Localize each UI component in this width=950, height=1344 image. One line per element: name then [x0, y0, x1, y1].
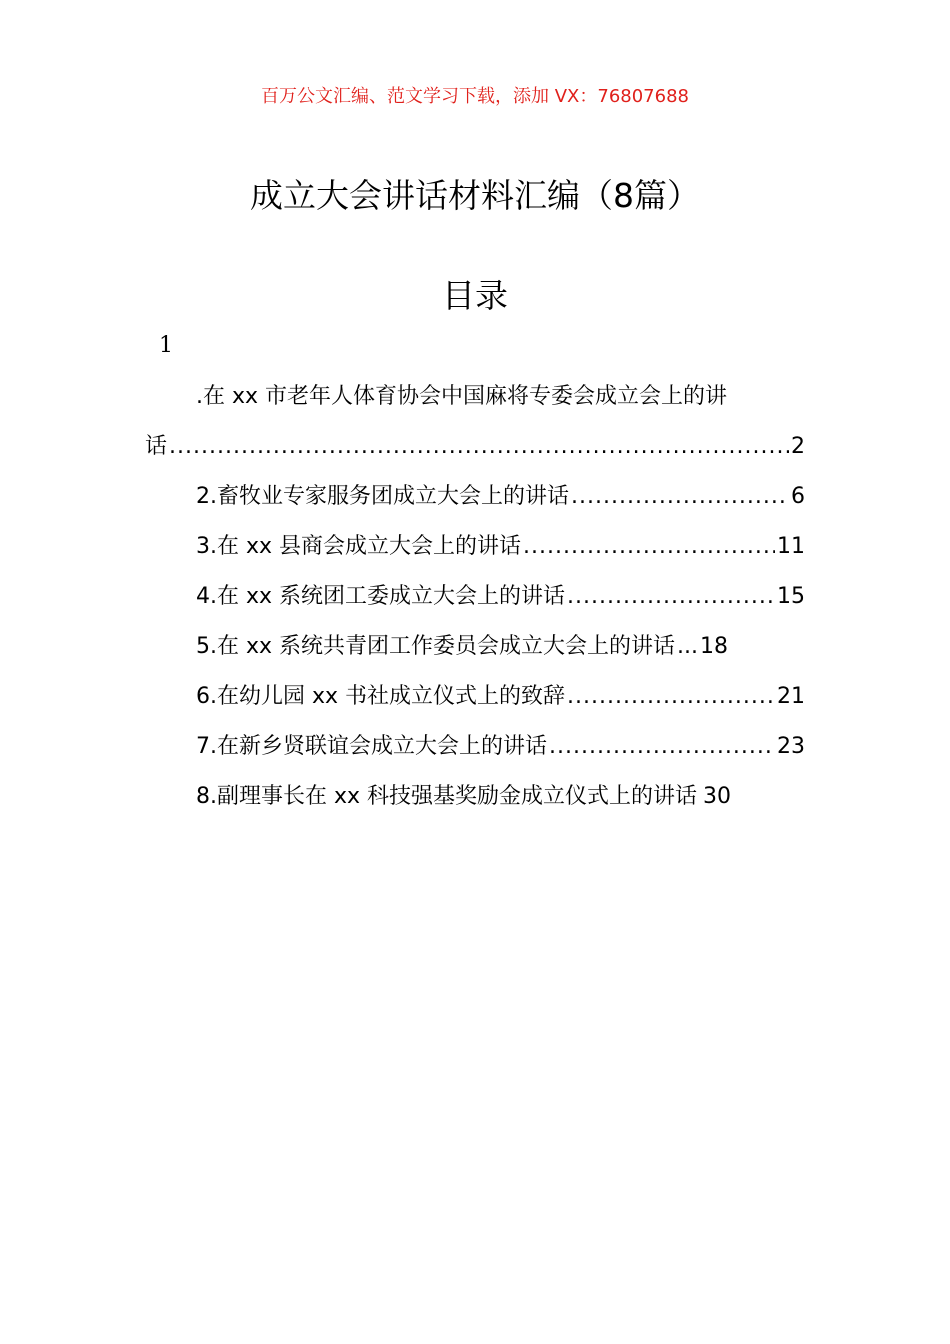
page-marker-number: 1 — [159, 333, 173, 358]
watermark-text: 百万公文汇编、范文学习下载，添加 VX：76807688 — [261, 86, 689, 107]
toc-entry-label: 5.在 xx 系统共青团工作委员会成立大会上的讲话 — [196, 634, 676, 659]
toc-page-number: 18 — [700, 634, 729, 659]
toc-entry-2[interactable] — [145, 472, 805, 522]
toc-entry-1-line-1[interactable] — [145, 372, 805, 422]
toc-entry-label: .在 xx 市老年人体育协会中国麻将专委会成立会上的讲 — [196, 384, 728, 409]
toc-entry-3[interactable] — [145, 522, 805, 572]
table-of-contents — [145, 372, 805, 822]
toc-page-number: 30 — [703, 784, 732, 809]
toc-page-number: 6 — [791, 484, 805, 509]
toc-page-number: 21 — [777, 684, 805, 709]
toc-dot-leader — [549, 722, 775, 772]
toc-page-number: 11 — [777, 534, 805, 559]
toc-page-number: 2 — [791, 434, 805, 459]
toc-dot-leader — [169, 422, 789, 472]
toc-entry-label: 话 — [145, 434, 168, 459]
toc-entry-8[interactable] — [145, 772, 805, 822]
toc-entry-label: 6.在幼儿园 xx 书社成立仪式上的致辞 — [196, 684, 566, 709]
toc-entry-label: 8.副理事长在 xx 科技强基奖励金成立仪式上的讲话 — [196, 784, 698, 809]
toc-page-number: 23 — [777, 734, 805, 759]
toc-entry-label: 4.在 xx 系统团工委成立大会上的讲话 — [196, 584, 566, 609]
toc-entry-label: 7.在新乡贤联谊会成立大会上的讲话 — [196, 734, 547, 759]
toc-heading: 目录 — [442, 276, 508, 315]
toc-entry-6[interactable] — [145, 672, 805, 722]
toc-dot-leader — [571, 472, 789, 522]
toc-dot-leader: ... — [677, 634, 699, 659]
toc-dot-leader — [523, 522, 775, 572]
toc-entry-4[interactable] — [145, 572, 805, 622]
toc-entry-label: 3.在 xx 县商会成立大会上的讲话 — [196, 534, 522, 559]
toc-entry-5[interactable] — [145, 622, 805, 672]
document-title: 成立大会讲话材料汇编（8篇） — [250, 176, 700, 215]
toc-page-number: 15 — [777, 584, 805, 609]
toc-entry-7[interactable] — [145, 722, 805, 772]
toc-entry-label: 2.畜牧业专家服务团成立大会上的讲话 — [196, 484, 569, 509]
toc-entry-1-line-2[interactable] — [145, 422, 805, 472]
toc-dot-leader — [567, 572, 775, 622]
toc-dot-leader — [567, 672, 775, 722]
